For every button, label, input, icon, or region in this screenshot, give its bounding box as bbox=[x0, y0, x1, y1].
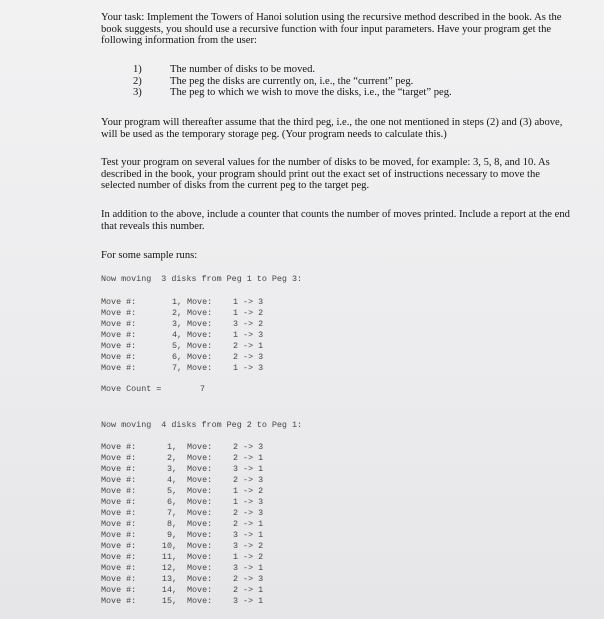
move-label: Move: bbox=[187, 453, 213, 463]
move-pegs: 2 -> 1 bbox=[233, 585, 264, 595]
move-pegs: 1 -> 3 bbox=[233, 363, 264, 373]
move-label: Move: bbox=[187, 341, 213, 351]
move-label: Move: bbox=[187, 508, 213, 518]
move-number: 8, bbox=[166, 519, 177, 529]
move-number-label: Move #: bbox=[101, 352, 137, 362]
input-list bbox=[133, 64, 452, 99]
move-pegs: 2 -> 3 bbox=[233, 508, 264, 518]
move-number: 3, bbox=[171, 319, 182, 329]
input-list-number: 1) bbox=[133, 64, 142, 75]
move-pegs: 3 -> 1 bbox=[233, 596, 264, 606]
move-number-label: Move #: bbox=[101, 530, 137, 540]
move-label: Move: bbox=[187, 552, 213, 562]
move-pegs: 2 -> 1 bbox=[233, 341, 264, 351]
move-pegs: 2 -> 3 bbox=[233, 475, 264, 485]
move-pegs: 1 -> 2 bbox=[233, 552, 264, 562]
move-label: Move: bbox=[187, 442, 213, 452]
move-row bbox=[101, 563, 301, 574]
task-intro: Your task: Implement the Towers of Hanoi solution using the recursive method described in the book. As the book suggests, you should use a recursive function with four input parameters. Have your program get the following information from the user: bbox=[101, 12, 562, 47]
move-label: Move: bbox=[187, 596, 213, 606]
move-label: Move: bbox=[187, 330, 213, 340]
move-row bbox=[101, 486, 301, 497]
move-row bbox=[101, 308, 301, 319]
move-row bbox=[101, 530, 301, 541]
move-row bbox=[101, 519, 301, 530]
run1-header: Now moving 3 disks from Peg 1 to Peg 3: bbox=[101, 274, 303, 284]
move-row bbox=[101, 297, 301, 308]
move-number-label: Move #: bbox=[101, 442, 137, 452]
move-row bbox=[101, 552, 301, 563]
move-number: 5, bbox=[171, 341, 182, 351]
move-row bbox=[101, 585, 301, 596]
move-number-label: Move #: bbox=[101, 508, 137, 518]
move-row bbox=[101, 574, 301, 585]
counter-paragraph: In addition to the above, include a counter that counts the number of moves printed. Include a report at the end that reveals this number. bbox=[101, 209, 570, 232]
run1-moves bbox=[101, 297, 301, 374]
move-row bbox=[101, 319, 301, 330]
move-label: Move: bbox=[187, 563, 213, 573]
move-label: Move: bbox=[187, 541, 213, 551]
run1-count-label: Move Count = bbox=[101, 384, 162, 394]
move-number: 1, bbox=[171, 297, 182, 307]
move-pegs: 2 -> 1 bbox=[233, 453, 264, 463]
move-number: 14, bbox=[161, 585, 177, 595]
move-number: 11, bbox=[161, 552, 177, 562]
move-number: 7, bbox=[171, 363, 182, 373]
move-number-label: Move #: bbox=[101, 363, 137, 373]
move-number-label: Move #: bbox=[101, 519, 137, 529]
move-number-label: Move #: bbox=[101, 453, 137, 463]
temp-peg-paragraph: Your program will thereafter assume that the third peg, i.e., the one not mentioned in steps (2) and (3) above, will be used as the temporary storage peg. (Your program needs to calculate this.) bbox=[101, 117, 563, 140]
move-number-label: Move #: bbox=[101, 497, 137, 507]
move-number-label: Move #: bbox=[101, 341, 137, 351]
move-number-label: Move #: bbox=[101, 330, 137, 340]
move-pegs: 3 -> 1 bbox=[233, 563, 264, 573]
move-pegs: 3 -> 2 bbox=[233, 541, 264, 551]
move-number-label: Move #: bbox=[101, 464, 137, 474]
move-number: 2, bbox=[166, 453, 177, 463]
move-label: Move: bbox=[187, 352, 213, 362]
move-number: 2, bbox=[171, 308, 182, 318]
move-pegs: 3 -> 1 bbox=[233, 530, 264, 540]
move-pegs: 2 -> 3 bbox=[233, 442, 264, 452]
move-label: Move: bbox=[187, 363, 213, 373]
move-number-label: Move #: bbox=[101, 297, 137, 307]
move-pegs: 1 -> 3 bbox=[233, 297, 264, 307]
run1-count-value: 7 bbox=[200, 384, 206, 394]
input-list-item bbox=[133, 64, 452, 76]
input-list-item bbox=[133, 87, 452, 99]
move-number: 12, bbox=[161, 563, 177, 573]
move-label: Move: bbox=[187, 585, 213, 595]
move-label: Move: bbox=[187, 497, 213, 507]
move-number-label: Move #: bbox=[101, 308, 137, 318]
move-number: 4, bbox=[166, 475, 177, 485]
move-label: Move: bbox=[187, 464, 213, 474]
move-number: 10, bbox=[161, 541, 177, 551]
input-list-item bbox=[133, 76, 452, 88]
move-label: Move: bbox=[187, 475, 213, 485]
move-pegs: 3 -> 1 bbox=[233, 464, 264, 474]
move-row bbox=[101, 453, 301, 464]
move-number-label: Move #: bbox=[101, 486, 137, 496]
move-label: Move: bbox=[187, 297, 213, 307]
run2-moves bbox=[101, 442, 301, 607]
move-label: Move: bbox=[187, 486, 213, 496]
input-list-text: The peg the disks are currently on, i.e., the “current” peg. bbox=[170, 75, 414, 87]
move-label: Move: bbox=[187, 519, 213, 529]
move-pegs: 2 -> 1 bbox=[233, 519, 264, 529]
move-number-label: Move #: bbox=[101, 319, 137, 329]
move-number-label: Move #: bbox=[101, 574, 137, 584]
move-label: Move: bbox=[187, 530, 213, 540]
move-number: 6, bbox=[166, 497, 177, 507]
move-row bbox=[101, 330, 301, 341]
input-list-text: The number of disks to be moved. bbox=[170, 64, 316, 75]
move-number: 5, bbox=[166, 486, 177, 496]
move-row bbox=[101, 475, 301, 486]
move-label: Move: bbox=[187, 319, 213, 329]
move-label: Move: bbox=[187, 308, 213, 318]
move-number-label: Move #: bbox=[101, 596, 137, 606]
move-number: 15, bbox=[161, 596, 177, 606]
move-number-label: Move #: bbox=[101, 552, 137, 562]
move-row bbox=[101, 497, 301, 508]
test-paragraph: Test your program on several values for the number of disks to be moved, for example: 3, 5, 8, and 10. As described in the book, your program should print out the exact set of instructions necessary to move the selected number of disks from the current peg to the target peg. bbox=[101, 157, 550, 192]
input-list-number: 2) bbox=[133, 75, 142, 87]
sample-runs-heading: For some sample runs: bbox=[101, 250, 198, 261]
move-pegs: 3 -> 2 bbox=[233, 319, 264, 329]
move-pegs: 1 -> 2 bbox=[233, 486, 264, 496]
move-number: 6, bbox=[171, 352, 182, 362]
move-number-label: Move #: bbox=[101, 585, 137, 595]
move-number-label: Move #: bbox=[101, 541, 137, 551]
move-label: Move: bbox=[187, 574, 213, 584]
move-number: 3, bbox=[166, 464, 177, 474]
input-list-number: 3) bbox=[133, 87, 142, 99]
move-row bbox=[101, 508, 301, 519]
move-pegs: 2 -> 3 bbox=[233, 574, 264, 584]
run2-header: Now moving 4 disks from Peg 2 to Peg 1: bbox=[101, 420, 303, 430]
move-row bbox=[101, 596, 301, 607]
move-number: 9, bbox=[166, 530, 177, 540]
move-pegs: 1 -> 3 bbox=[233, 497, 264, 507]
input-list-text: The peg to which we wish to move the disks, i.e., the “target” peg. bbox=[170, 87, 452, 99]
move-number: 7, bbox=[166, 508, 177, 518]
move-number: 1, bbox=[166, 442, 177, 452]
move-number: 4, bbox=[171, 330, 182, 340]
move-number-label: Move #: bbox=[101, 475, 137, 485]
move-pegs: 1 -> 2 bbox=[233, 308, 264, 318]
move-row bbox=[101, 341, 301, 352]
move-row bbox=[101, 541, 301, 552]
move-number-label: Move #: bbox=[101, 563, 137, 573]
move-row bbox=[101, 442, 301, 453]
move-pegs: 1 -> 3 bbox=[233, 330, 264, 340]
move-number: 13, bbox=[161, 574, 177, 584]
move-row bbox=[101, 352, 301, 363]
move-row bbox=[101, 363, 301, 374]
move-pegs: 2 -> 3 bbox=[233, 352, 264, 362]
move-row bbox=[101, 464, 301, 475]
